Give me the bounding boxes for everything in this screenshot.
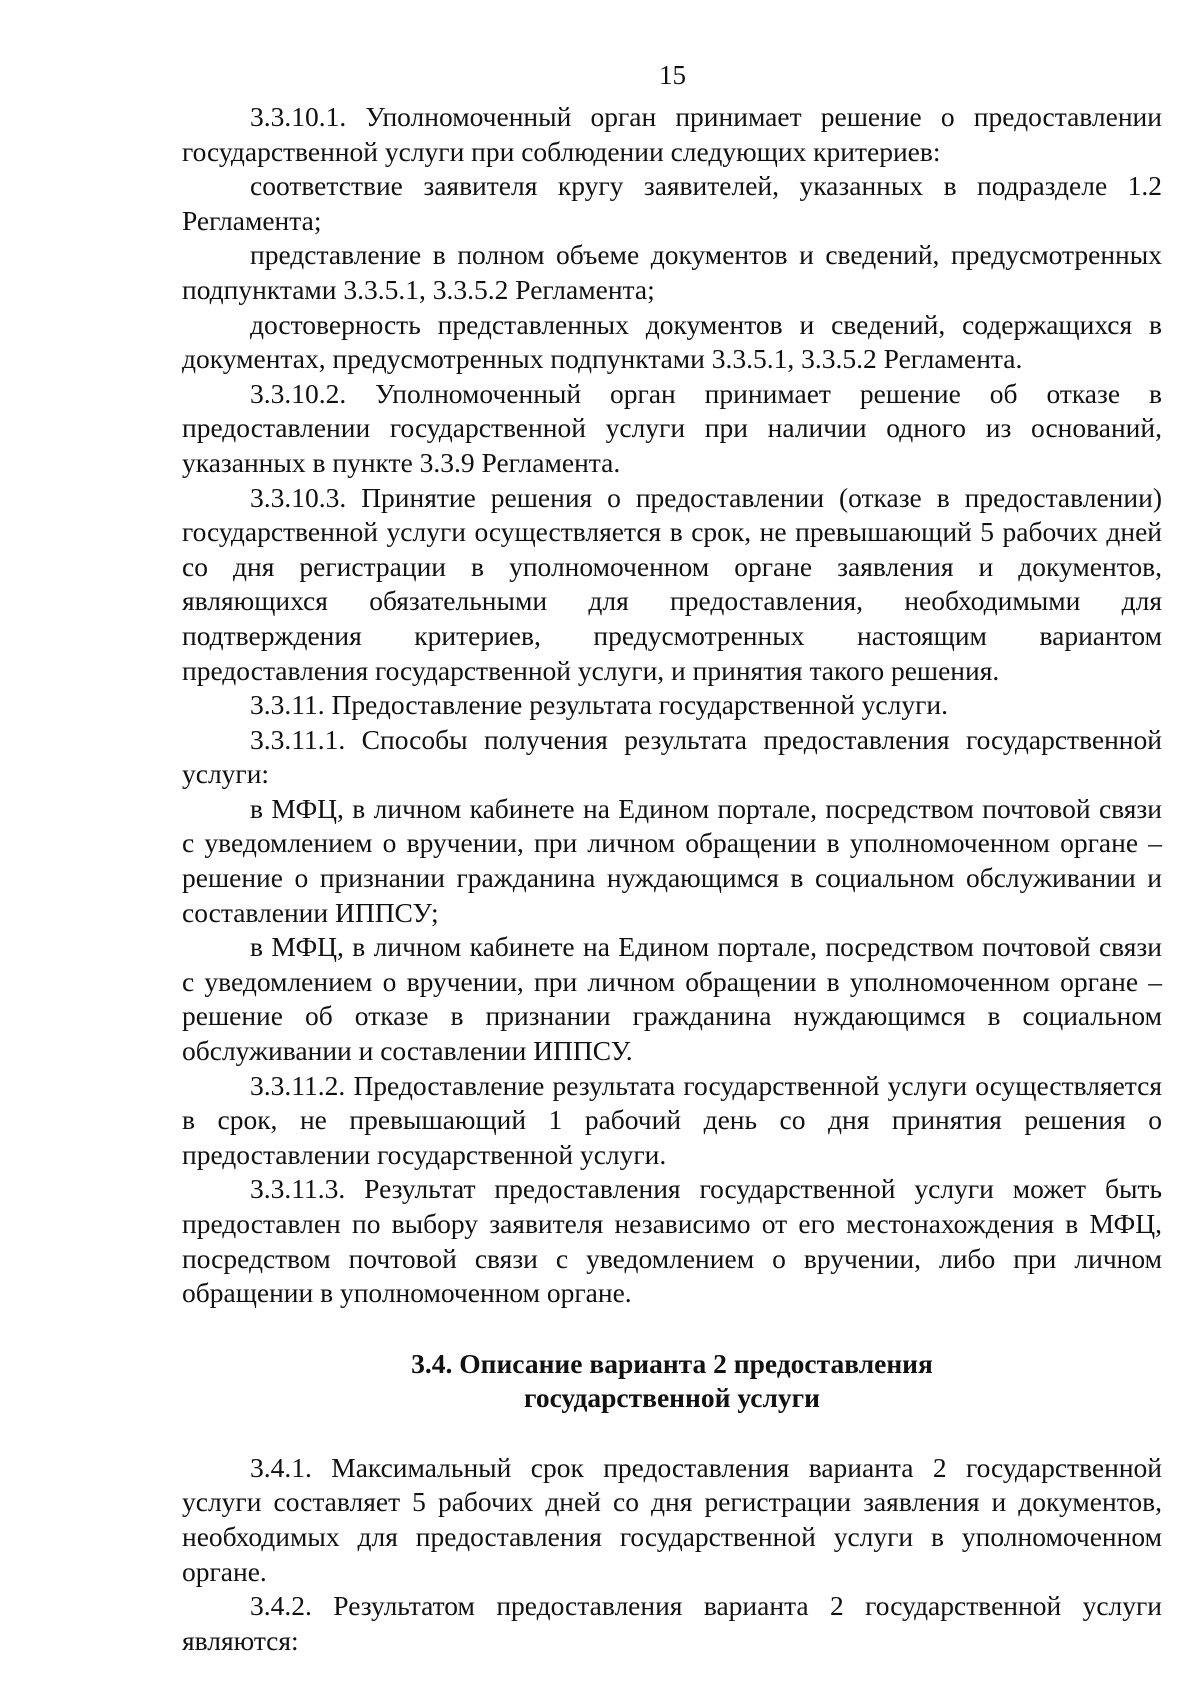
paragraph: 3.3.11.3. Результат предоставления государственной услуги может быть предоставлен по выбору заявителя независимо от его местонахождения в МФЦ, посредством почтовой связи с уведомлением о вручении, либо при личном обращении в уполномоченном органе. [182, 1173, 1162, 1309]
paragraph: соответствие заявителя кругу заявителей, указанных в подразделе 1.2 Регламента; [182, 170, 1162, 236]
document-body [182, 100, 1162, 1658]
page-number: 15 [659, 60, 686, 90]
paragraph: 3.3.10.2. Уполномоченный орган принимает решение об отказе в предоставлении государственной услуги при наличии одного из оснований, указанных в пункте 3.3.9 Регламента. [182, 377, 1162, 478]
paragraph: 3.3.10.1. Уполномоченный орган принимает решение о предоставлении государственной услуги при соблюдении следующих критериев: [182, 101, 1162, 167]
paragraph: в МФЦ, в личном кабинете на Едином портале, посредством почтовой связи с уведомлением о вручении, при личном обращении в уполномоченном органе – решение о признании гражданина нуждающимся в социальном обслуживании и составлении ИППСУ; [182, 792, 1162, 928]
paragraph: достоверность представленных документов и сведений, содержащихся в документах, предусмотренных подпунктами 3.3.5.1, 3.3.5.2 Регламента. [182, 308, 1162, 375]
paragraph: 3.3.10.3. Принятие решения о предоставлении (отказе в предоставлении) государственной услуги осуществляется в срок, не превышающий 5 рабочих дней со дня регистрации в уполномоченном органе заявления и документов, являющихся обязательными для предоставления, необходимыми для подтверждения критериев, предусмотренных настоящим вариантом предоставления государственной услуги, и принятия такого решения. [182, 481, 1162, 686]
section-heading-line: 3.4. Описание варианта 2 предоставления [411, 1347, 933, 1379]
paragraph: 3.4.2. Результатом предоставления варианта 2 государственной услуги являются: [182, 1590, 1162, 1656]
section-heading [182, 1347, 1162, 1415]
paragraph: 3.3.11.2. Предоставление результата государственной услуги осуществляется в срок, не превышающий 1 рабочий день со дня принятия решения о предоставлении государственной услуги. [182, 1069, 1162, 1170]
paragraph: в МФЦ, в личном кабинете на Едином портале, посредством почтовой связи с уведомлением о вручении, при личном обращении в уполномоченном органе – решение об отказе в признании гражданина нуждающимся в социальном обслуживании и составлении ИППСУ. [182, 931, 1162, 1067]
section-heading-line: государственной услуги [524, 1381, 820, 1413]
paragraph: 3.3.11. Предоставление результата государственной услуги. [250, 689, 948, 721]
paragraph: 3.4.1. Максимальный срок предоставления варианта 2 государственной услуги составляет 5 рабочих дней со дня регистрации заявления и документов, необходимых для предоставления государственной услуги в уполномоченном органе. [182, 1451, 1162, 1587]
paragraph: 3.3.11.1. Способы получения результата предоставления государственной услуги: [182, 723, 1162, 790]
paragraph: представление в полном объеме документов и сведений, предусмотренных подпунктами 3.3.5.1, 3.3.5.2 Регламента; [182, 239, 1162, 305]
